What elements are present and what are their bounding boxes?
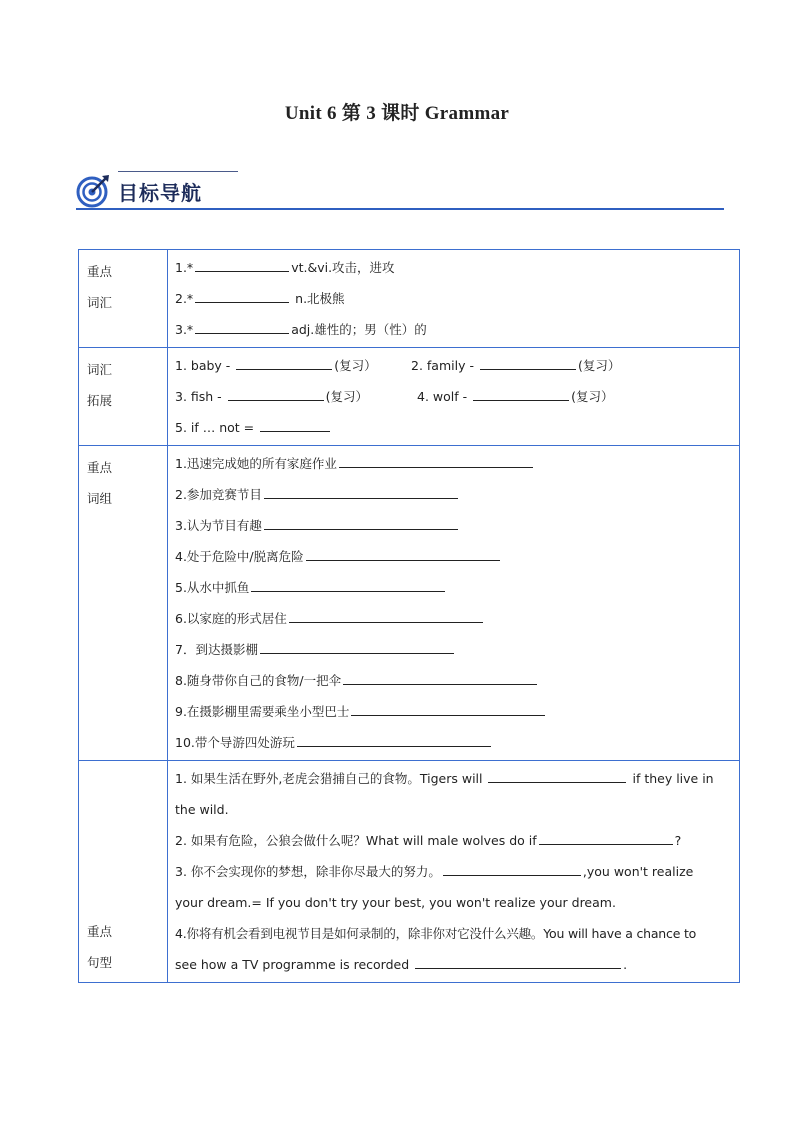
sentence-line — [175, 825, 733, 856]
expansion-category — [79, 348, 168, 446]
sentence-text: 3. 你不会实现你的梦想，除非你尽最大的努力。 — [175, 864, 441, 879]
header-rule — [76, 208, 724, 210]
header-top-line — [118, 171, 238, 172]
item-suffix: (复习） — [334, 358, 377, 373]
item-suffix: (复习） — [571, 389, 614, 404]
phrase-item — [175, 541, 733, 572]
answer-blank[interactable] — [251, 576, 445, 592]
sentences-content — [168, 761, 740, 983]
sentence-text: ,you won't realize — [582, 864, 694, 879]
category-line: 句型 — [87, 955, 113, 970]
phrase-text: 1.迅速完成她的所有家庭作业 — [175, 456, 337, 471]
phrase-item — [175, 510, 733, 541]
expansion-line — [175, 381, 733, 412]
answer-blank[interactable] — [195, 256, 289, 272]
phrase-item — [175, 665, 733, 696]
sentence-text: your dream.= If you don't try your best, you won't realize your dream. — [175, 895, 616, 910]
answer-blank[interactable] — [264, 514, 458, 530]
answer-blank[interactable] — [260, 416, 330, 432]
phrases-row — [79, 446, 740, 761]
sentence-text: see how a TV programme is recorded — [175, 957, 410, 972]
item-prefix: 1.* — [175, 260, 194, 275]
item-prefix: 1. baby - — [175, 358, 235, 373]
answer-blank[interactable] — [415, 953, 621, 969]
phrase-text: 10.带个导游四处游玩 — [175, 735, 295, 750]
category-line: 重点 — [87, 924, 113, 939]
category-line: 词组 — [87, 491, 113, 506]
vocab-item — [175, 283, 733, 314]
sentences-row — [79, 761, 740, 983]
phrases-category — [79, 446, 168, 761]
item-prefix: 3.* — [175, 322, 194, 337]
item-prefix: 2.* — [175, 291, 194, 306]
category-line: 拓展 — [87, 393, 113, 408]
phrase-text: 5.从水中抓鱼 — [175, 580, 250, 595]
answer-blank[interactable] — [480, 354, 576, 370]
expansion-item — [175, 381, 417, 412]
category-line: 词汇 — [87, 362, 113, 377]
phrase-item — [175, 696, 733, 727]
sentence-text: ? — [674, 833, 682, 848]
vocab-row — [79, 250, 740, 348]
item-suffix: vt.&vi.攻击，进攻 — [291, 260, 395, 275]
phrase-text: 3.认为节目有趣 — [175, 518, 262, 533]
vocab-content — [168, 250, 740, 348]
phrase-item — [175, 572, 733, 603]
expansion-item — [411, 350, 620, 381]
sentences-category — [79, 761, 168, 983]
phrase-text: 9.在摄影棚里需要乘坐小型巴士 — [175, 704, 350, 719]
sentence-line — [175, 918, 733, 949]
phrases-content — [168, 446, 740, 761]
target-icon — [76, 174, 110, 208]
phrase-item — [175, 448, 733, 479]
sentence-line — [175, 763, 733, 794]
phrase-text: 7．到达摄影棚 — [175, 642, 258, 657]
sentence-line — [175, 887, 733, 918]
phrase-text: 8.随身带你自己的食物/一把伞 — [175, 673, 342, 688]
item-suffix: (复习） — [325, 389, 369, 404]
sentence-text: 1. 如果生活在野外,老虎会猎捕自己的食物。Tigers will — [175, 771, 483, 786]
page-title: Unit 6 第 3 课时 Grammar — [284, 103, 510, 124]
item-prefix: 3. fish - — [175, 389, 226, 404]
answer-blank[interactable] — [297, 731, 491, 747]
expansion-item — [417, 381, 614, 412]
sentence-line — [175, 949, 733, 980]
expansion-content — [168, 348, 740, 446]
sentence-text: . — [623, 957, 628, 972]
answer-blank[interactable] — [228, 385, 324, 401]
item-suffix: adj.雄性的；男（性）的 — [291, 322, 427, 337]
phrase-item — [175, 727, 733, 758]
phrase-item — [175, 479, 733, 510]
answer-blank[interactable] — [539, 829, 673, 845]
answer-blank[interactable] — [473, 385, 569, 401]
phrase-text: 4.处于危险中/脱离危险 — [175, 549, 304, 564]
expansion-item — [175, 350, 411, 381]
answer-blank[interactable] — [195, 318, 289, 334]
vocab-item — [175, 314, 733, 345]
sentence-line — [175, 794, 733, 825]
item-prefix: 5. if … not = — [175, 420, 259, 435]
phrase-item — [175, 603, 733, 634]
sentence-text: if they live in — [632, 771, 714, 786]
category-line: 重点 — [87, 460, 113, 475]
vocab-category — [79, 250, 168, 348]
vocab-item — [175, 252, 733, 283]
expansion-line — [175, 412, 733, 443]
sentence-line — [175, 856, 733, 887]
answer-blank[interactable] — [351, 700, 545, 716]
item-suffix: (复习） — [577, 358, 621, 373]
item-prefix: 4. wolf - — [417, 389, 472, 404]
answer-blank[interactable] — [264, 483, 458, 499]
category-line: 重点 — [87, 264, 113, 279]
item-prefix: 2. family - — [411, 358, 478, 373]
answer-blank[interactable] — [260, 638, 454, 654]
section-label: 目标导航 — [118, 181, 202, 205]
answer-blank[interactable] — [306, 545, 500, 561]
sentence-text: 4.你将有机会看到电视节目是如何录制的，除非你对它没什么兴趣。You will have a chance to — [175, 926, 697, 941]
answer-blank[interactable] — [339, 452, 533, 468]
sentence-text: the wild. — [175, 802, 229, 817]
phrase-item — [175, 634, 733, 665]
sentence-text: 2. 如果有危险，公狼会做什么呢？What will male wolves do if — [175, 833, 537, 848]
item-suffix: n.北极熊 — [291, 291, 345, 306]
answer-blank[interactable] — [488, 767, 626, 783]
section-header — [76, 168, 724, 212]
answer-blank[interactable] — [289, 607, 483, 623]
phrase-text: 6.以家庭的形式居住 — [175, 611, 287, 626]
answer-blank[interactable] — [195, 287, 289, 303]
answer-blank[interactable] — [443, 860, 581, 876]
phrase-text: 2.参加竞赛节目 — [175, 487, 262, 502]
category-line: 词汇 — [87, 295, 113, 310]
objectives-table — [78, 249, 740, 983]
answer-blank[interactable] — [236, 354, 332, 370]
answer-blank[interactable] — [343, 669, 537, 685]
expansion-line — [175, 350, 733, 381]
expansion-row — [79, 348, 740, 446]
